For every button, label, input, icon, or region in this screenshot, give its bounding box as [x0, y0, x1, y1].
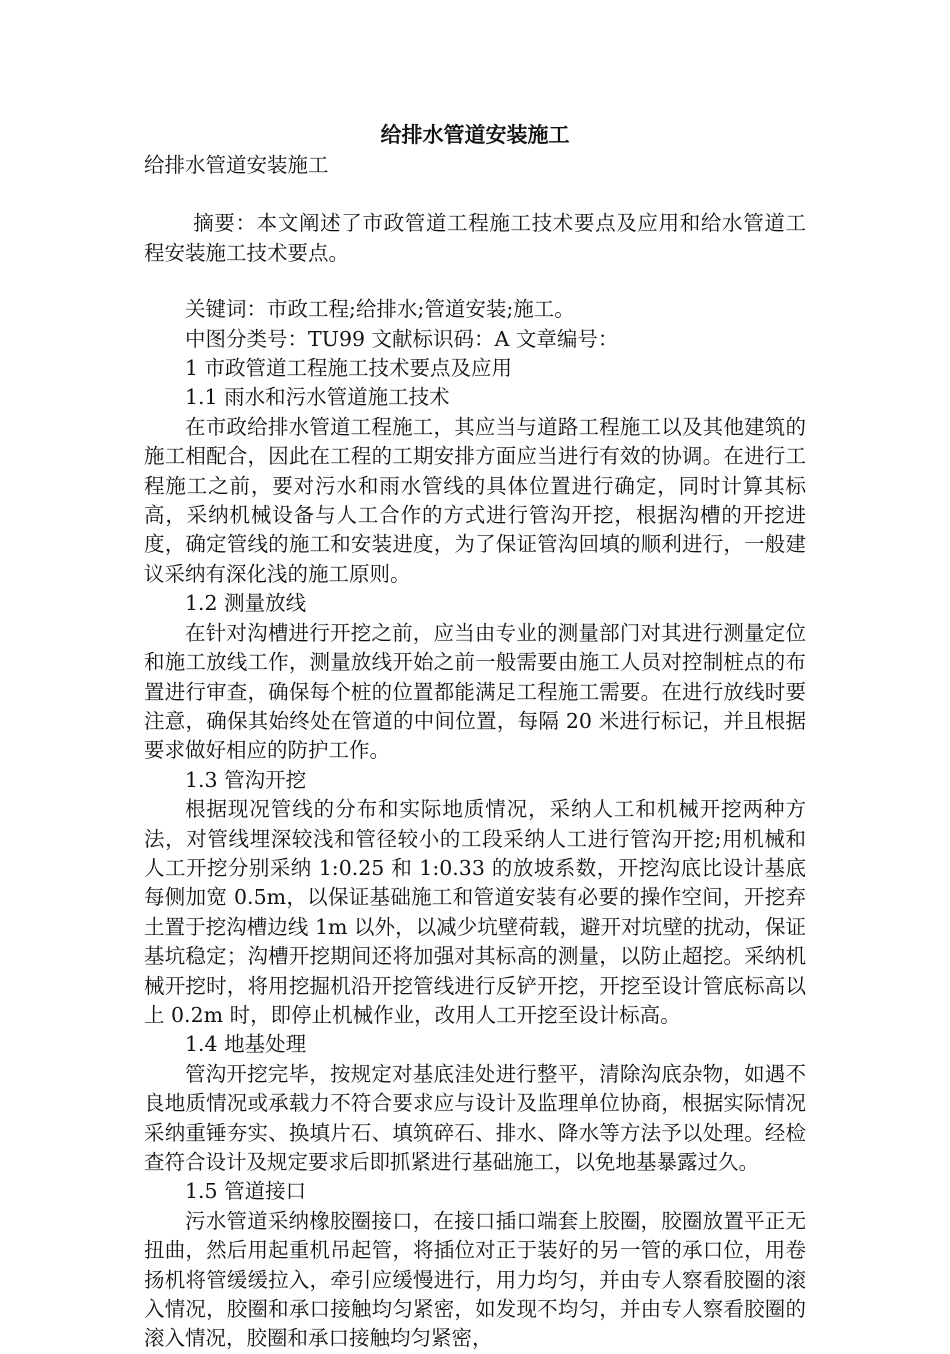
- section-paragraph: 在市政给排水管道工程施工，其应当与道路工程施工以及其他建筑的施工相配合，因此在工程的工期安排方面应当进行有效的协调。在进行工程施工之前，要对污水和雨水管线的具体位置进行确定，同时计算其标高，采纳机械设备与人工合作的方式进行管沟开挖，根据沟槽的开挖进度，确定管线的施工和安装进度，为了保证管沟回填的顺利进行，一般建议采纳有深化浅的施工原则。: [144, 414, 806, 586]
- section-heading: 1.1 雨水和污水管道施工技术: [185, 385, 450, 410]
- section-paragraph: 污水管道采纳橡胶圈接口，在接口插口端套上胶圈，胶圈放置平正无扭曲，然后用起重机吊起管，将插位对正于装好的另一管的承口位，用卷扬机将管缓缓拉入，牵引应缓慢进行，用力均匀，并由专人察看胶圈的滚入情况，胶圈和承口接触均匀紧密，如发现不均匀，并由专人察看胶圈的滚入情况，胶圈和承口接触均匀紧密，: [144, 1208, 806, 1351]
- section-paragraph: 根据现况管线的分布和实际地质情况，采纳人工和机械开挖两种方法，对管线埋深较浅和管径较小的工段采纳人工进行管沟开挖;用机械和人工开挖分别采纳 1:0.25 和 1:0.33 的放坡系数，开挖沟底比设计基底每侧加宽 0.5m，以保证基础施工和管道安装有必要的操作空间，开挖弃土置于挖沟槽边线 1m 以外，以减少坑壁荷载，避开对坑壁的扰动，保证基坑稳定；沟槽开挖期间还将加强对其标高的测量，以防止超挖。采纳机械开挖时，将用挖掘机沿开挖管线进行反铲开挖，开挖至设计管底标高以上 0.2m 时，即停止机械作业，改用人工开挖至设计标高。: [144, 797, 806, 1027]
- abstract-paragraph: 摘要：本文阐述了市政管道工程施工技术要点及应用和给水管道工程安装施工技术要点。: [144, 211, 806, 265]
- document-title: 给排水管道安装施工: [380, 122, 570, 147]
- classification-line: 中图分类号：TU99 文献标识码：A 文章编号：: [185, 326, 619, 351]
- document-subtitle: 给排水管道安装施工: [144, 153, 329, 177]
- section-paragraph: 管沟开挖完毕，按规定对基底洼处进行整平，清除沟底杂物，如遇不良地质情况或承载力不符合要求应与设计及监理单位协商，根据实际情况采纳重锤夯实、换填片石、填筑碎石、排水、降水等方法予以处理。经检查符合设计及规定要求后即抓紧进行基础施工，以免地基暴露过久。: [144, 1061, 806, 1174]
- keywords-line: 关键词：市政工程;给排水;管道安装;施工。: [185, 297, 575, 322]
- section-heading: 1.3 管沟开挖: [185, 767, 307, 792]
- section-heading: 1.4 地基处理: [185, 1032, 307, 1057]
- section-heading: 1.2 测量放线: [185, 591, 307, 616]
- section-heading: 1 市政管道工程施工技术要点及应用: [185, 356, 513, 381]
- section-paragraph: 在针对沟槽进行开挖之前，应当由专业的测量部门对其进行测量定位和施工放线工作，测量放线开始之前一般需要由施工人员对控制桩点的布置进行审查，确保每个桩的位置都能满足工程施工需要。在进行放线时要注意，确保其始终处在管道的中间位置，每隔 20 米进行标记，并且根据要求做好相应的防护工作。: [144, 620, 806, 763]
- document-content: [144, 120, 806, 1354]
- spacer: [144, 268, 806, 295]
- section-heading: 1.5 管道接口: [185, 1179, 307, 1204]
- spacer: [144, 180, 806, 209]
